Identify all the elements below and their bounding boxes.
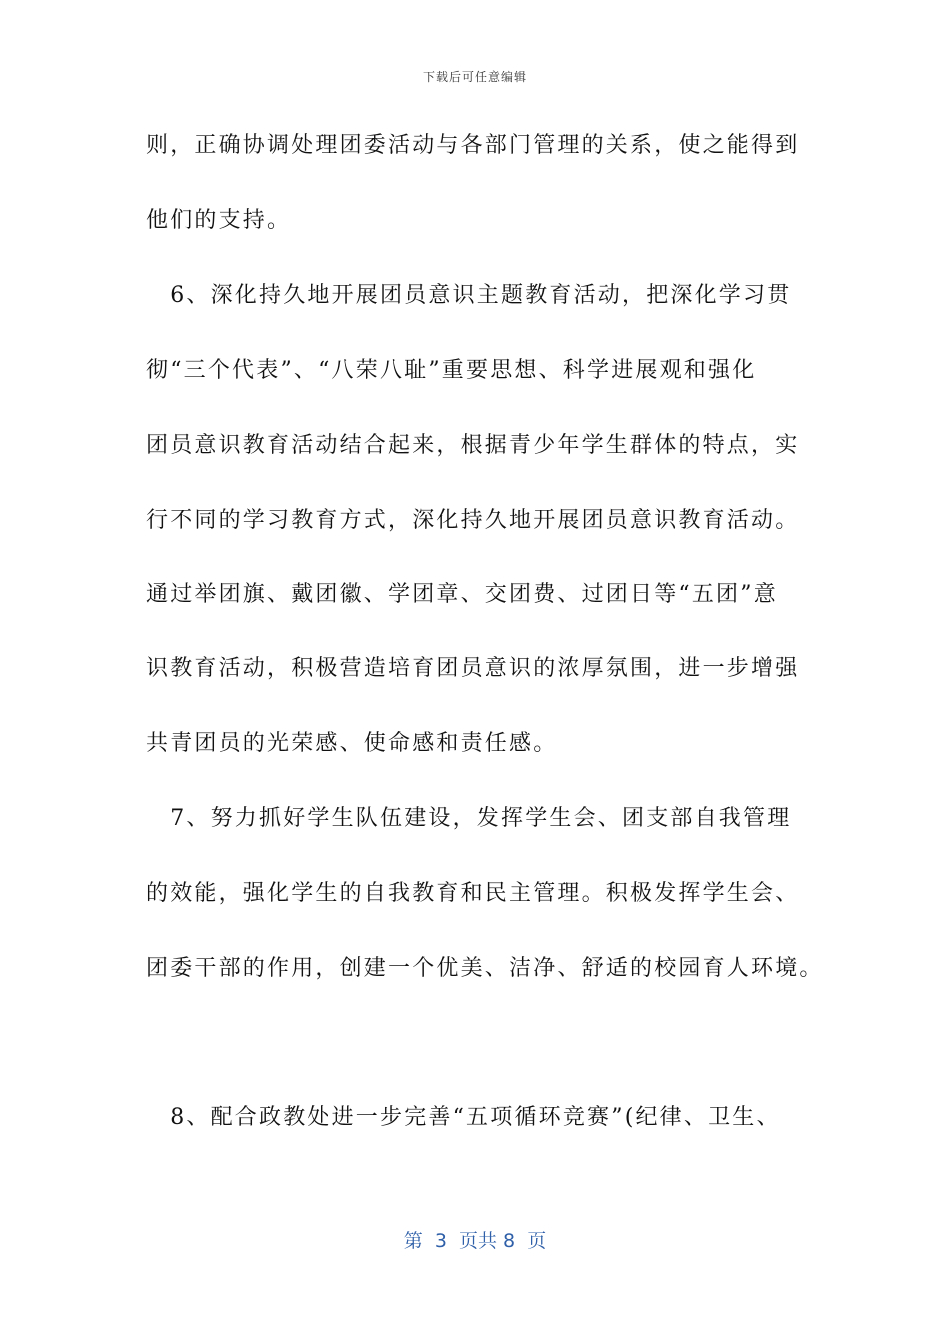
text-line-10: 7、努力抓好学生队伍建设，发挥学生会、团支部自我管理 [146, 806, 792, 831]
page-header: 下载后可任意编辑 [422, 70, 527, 84]
text-line-1: 则，正确协调处理团委活动与各部门管理的关系，使之能得到 [146, 133, 800, 158]
page-footer: 第 3 页共 8 页 [403, 1230, 547, 1252]
text-line-12: 团委干部的作用，创建一个优美、洁净、舒适的校园育人环境。 [146, 956, 824, 981]
text-line-2: 他们的支持。 [146, 208, 292, 233]
text-line-8: 识教育活动，积极营造培育团员意识的浓厚氛围，进一步增强 [146, 656, 800, 681]
text-line-13: 8、配合政教处进一步完善“五项循环竞赛”(纪律、卫生、 [146, 1105, 781, 1130]
text-line-11: 的效能，强化学生的自我教育和民主管理。积极发挥学生会、 [146, 881, 800, 906]
text-line-6: 行不同的学习教育方式，深化持久地开展团员意识教育活动。 [146, 508, 800, 533]
text-line-4: 彻“三个代表”、“八荣八耻”重要思想、科学进展观和强化 [146, 358, 757, 383]
text-line-9: 共青团员的光荣感、使命感和责任感。 [146, 731, 558, 756]
text-line-3: 6、深化持久地开展团员意识主题教育活动，把深化学习贯 [146, 283, 792, 308]
text-line-7: 通过举团旗、戴团徽、学团章、交团费、过团日等“五团”意 [146, 582, 778, 607]
text-line-5: 团员意识教育活动结合起来，根据青少年学生群体的特点，实 [146, 433, 800, 458]
